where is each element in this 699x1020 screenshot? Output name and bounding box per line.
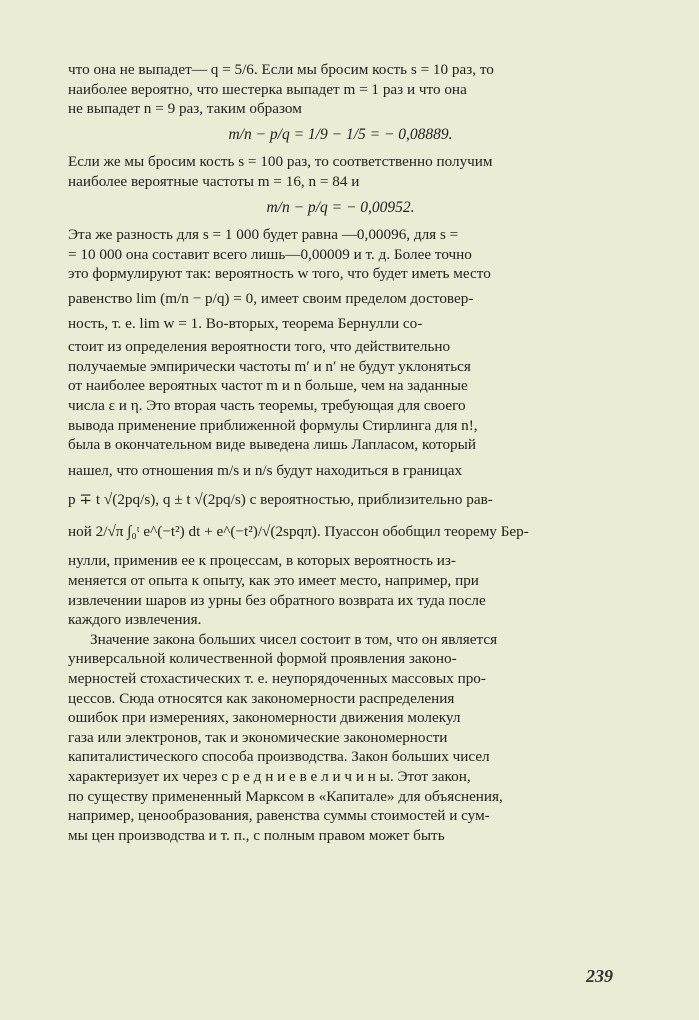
text-line: наиболее вероятные частоты m = 16, n = 84 и	[68, 172, 360, 190]
text-line: газа или электронов, так и экономические закономерности	[68, 728, 448, 746]
text-line: это формулируют так: вероятность w того, что будет иметь место	[68, 265, 491, 283]
text-line: стоит из определения вероятности того, что действительно	[68, 338, 451, 356]
text-line: равенство lim (m/n − p/q) = 0, имеет своим пределом достовер-	[68, 289, 474, 307]
text-line: что она не выпадет— q = 5/6. Если мы бросим кость s = 10 раз, то	[68, 61, 494, 78]
equation-2: m/n − p/q = − 0,00952.	[266, 198, 415, 216]
text-line: ность, т. е. lim w = 1. Во-вторых, теорема Бернулли со-	[68, 314, 423, 332]
text-line: универсальной количественной формой проявления законо-	[68, 650, 457, 668]
text-line: Эта же разность для s = 1 000 будет равна —0,00096, для s =	[68, 226, 459, 244]
text-line: извлечении шаров из урны без обратного возврата их туда после	[68, 591, 486, 609]
text-line: нашел, что отношения m/s и n/s будут находиться в границах	[68, 461, 463, 479]
text-line: была в окончательном виде выведена лишь Лапласом, который	[68, 436, 476, 454]
text-line: ной 2/√π ∫₀ᵗ e^(−t²) dt + e^(−t²)/√(2spqπ). Пуассон обобщил теорему Бер-	[68, 522, 529, 540]
text-line: p ∓ t √(2pq/s), q ± t √(2pq/s) с вероятностью, приблизительно рав-	[68, 491, 493, 509]
text-line: цессов. Сюда относятся как закономерности распределения	[68, 689, 455, 707]
text-line: характеризует их через с р е д н и е в е л и ч и н ы. Этот закон,	[68, 768, 471, 785]
text-line: капиталистического способа производства. Закон больших чисел	[68, 748, 490, 766]
equation-1: m/n − p/q = 1/9 − 1/5 = − 0,08889.	[228, 125, 453, 143]
page-body	[68, 60, 613, 845]
text-line: каждого извлечения.	[68, 611, 202, 629]
text-line: от наиболее вероятных частот m и n больше, чем на заданные	[68, 377, 468, 395]
text-line: = 10 000 она составит всего лишь—0,00009 и т. д. Более точно	[68, 245, 472, 263]
text-line: вывода применение приближенной формулы Стирлинга для n!,	[68, 416, 478, 434]
paragraph-bernoulli	[68, 225, 613, 630]
text-line: наиболее вероятно, что шестерка выпадет m = 1 раз и что она	[68, 80, 467, 98]
text-line: ошибок при измерениях, закономерности движения молекул	[68, 709, 461, 727]
text-line: мы цен производства и т. п., с полным правом может быть	[68, 826, 445, 844]
page-number: 239	[586, 966, 613, 986]
text-line: Если же мы бросим кость s = 100 раз, то соответственно получим	[68, 153, 493, 171]
text-line: нулли, применив ее к процессам, в которых вероятность из-	[68, 552, 456, 570]
text-line: Значение закона больших чисел состоит в том, что он является	[90, 630, 498, 648]
paragraph-law-of-large-numbers	[68, 630, 613, 846]
text-line: получаемые эмпирически частоты m′ и n′ не будут уклоняться	[68, 357, 471, 375]
text-line: мерностей стохастических т. е. неупорядоченных массовых про-	[68, 670, 486, 688]
text-line: меняется от опыта к опыту, как это имеет место, например, при	[68, 572, 479, 590]
text-line: числа ε и η. Это вторая часть теоремы, требующая для своего	[68, 396, 466, 414]
text-line: по существу примененный Марксом в «Капитале» для объяснения,	[68, 787, 503, 805]
text-line: например, ценообразования, равенства суммы стоимостей и сум-	[68, 807, 490, 825]
text-line: не выпадет n = 9 раз, таким образом	[68, 100, 302, 118]
